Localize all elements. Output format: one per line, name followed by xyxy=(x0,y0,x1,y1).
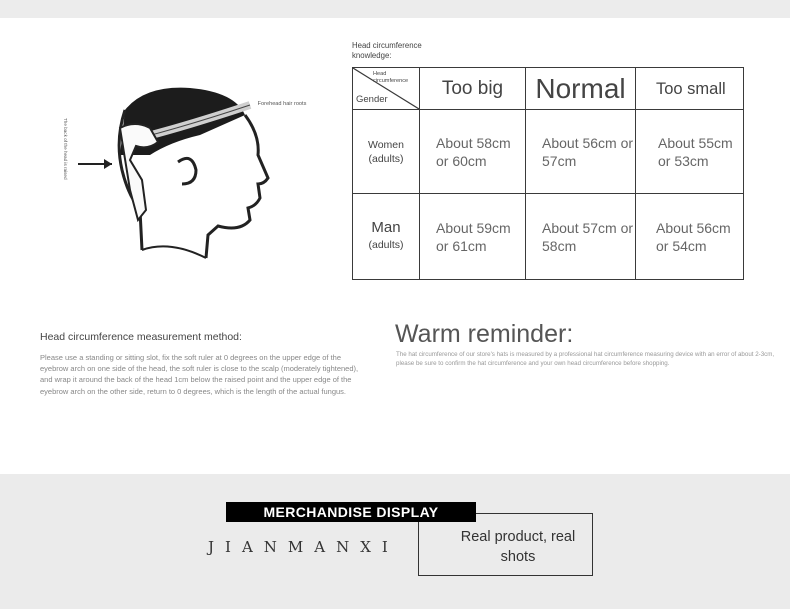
forehead-label: Forehead hair roots xyxy=(257,101,307,107)
method-body: Please use a standing or sitting slot, fix the soft ruler at 0 degrees on the upper edge of the eyebrow arch on one side of the head, the soft ruler is close to the scalp (moderately tightened), and wrap it around the back of the head 1cm below the raised point and the upper edge of the eyebrow arch on the other side, return to 0 degrees, which is the length of the actual fungus. xyxy=(40,353,359,396)
reminder-body: The hat circumference of our store's hats is measured by a professional hat circumference measuring device with an error of about 2-3cm, please be sure to confirm the hat circumference and your own head circumference before shopping. xyxy=(396,351,775,367)
table-header-row xyxy=(353,68,744,110)
row-label: Man xyxy=(371,219,401,236)
table-row xyxy=(353,194,744,280)
method-title: Head circumference measurement method: xyxy=(40,331,242,343)
table-cell: About 56cm or 54cm xyxy=(636,194,744,280)
size-table xyxy=(352,67,744,280)
header-normal: Normal xyxy=(526,68,636,110)
row-sublabel: (adults) xyxy=(368,239,404,251)
tagline: Real product, real shots xyxy=(460,529,576,565)
row-header-man xyxy=(353,194,420,280)
header-too-small: Too small xyxy=(636,68,744,110)
diagonal-header-cell xyxy=(353,68,420,110)
row-label: Women xyxy=(368,138,404,151)
back-of-head-label: The back of the head is raised xyxy=(63,118,68,180)
reminder-title: Warm reminder: xyxy=(395,320,574,348)
top-band xyxy=(0,0,790,18)
row-header-women xyxy=(353,110,420,194)
header-too-big: Too big xyxy=(420,68,526,110)
table-cell: About 57cm or 58cm xyxy=(526,194,636,280)
table-row xyxy=(353,110,744,194)
row-sublabel: (adults) xyxy=(368,152,404,165)
table-title: Head circumference knowledge: xyxy=(352,41,422,60)
table-cell: About 59cm or 61cm xyxy=(420,194,526,280)
diag-bottom-label: Gender xyxy=(356,94,388,105)
table-cell: About 56cm or 57cm xyxy=(526,110,636,194)
table-cell: About 58cm or 60cm xyxy=(420,110,526,194)
diag-top-label: Head circumference xyxy=(373,71,409,84)
table-cell: About 55cm or 53cm xyxy=(636,110,744,194)
merchandise-banner: MERCHANDISE DISPLAY xyxy=(226,502,476,522)
brand-name: JIANMANXI xyxy=(208,538,399,556)
